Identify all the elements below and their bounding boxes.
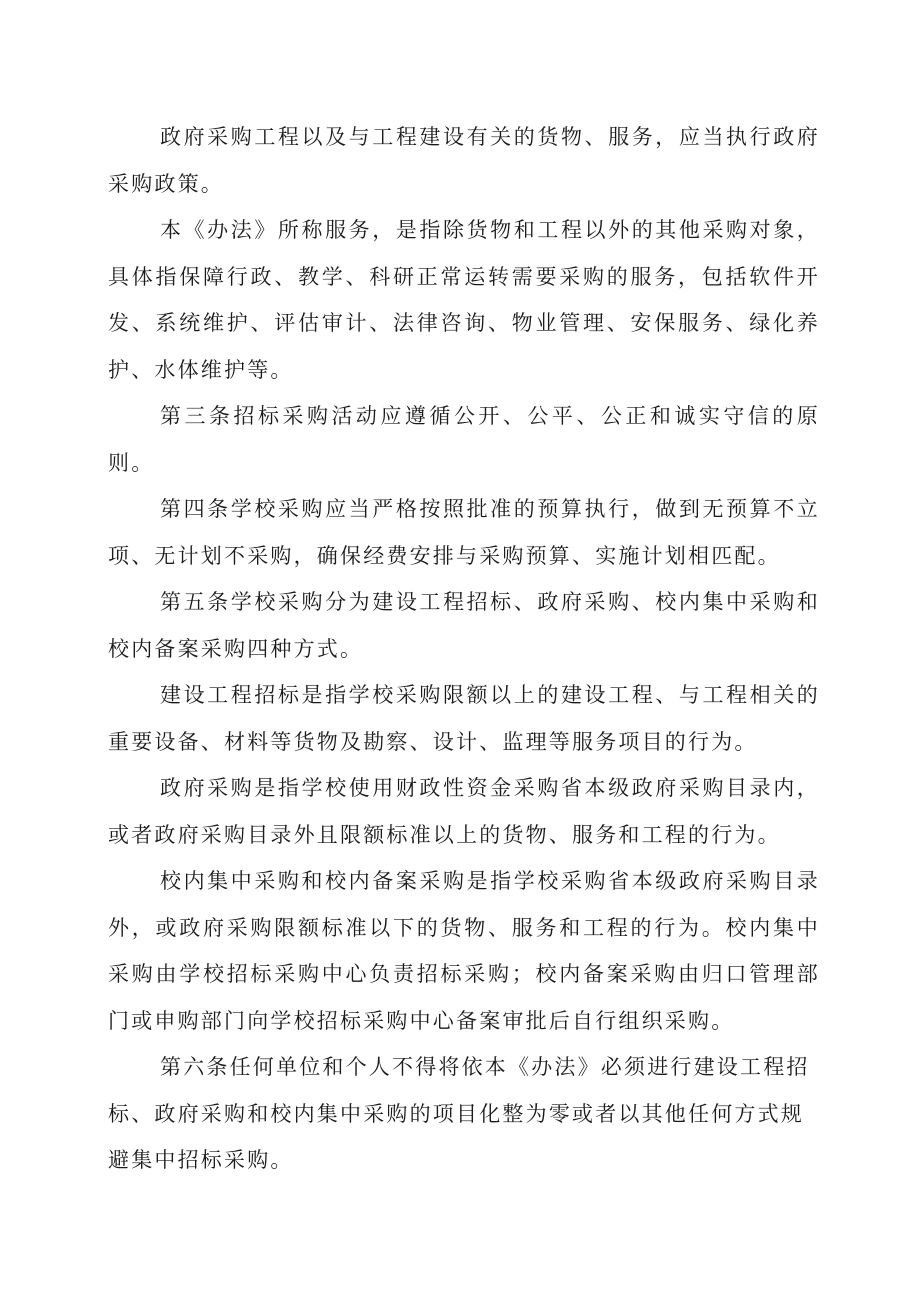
paragraph-8: 校内集中采购和校内备案采购是指学校采购省本级政府采购目录外，或政府采购限额标准以下的货物、服务和工程的行为。校内集中采购由学校招标采购中心负责招标采购；校内备案采购由归口管理部门或申购部门向学校招标采购中心备案审批后自行组织采购。 [108,869,820,1033]
paragraph-4: 第四条学校采购应当严格按照批准的预算执行，做到无预算不立项、无计划不采购，确保经费安排与采购预算、实施计划相匹配。 [108,497,820,568]
paragraph-1: 政府采购工程以及与工程建设有关的货物、服务，应当执行政府采购政策。 [108,125,820,196]
paragraph-5: 第五条学校采购分为建设工程招标、政府采购、校内集中采购和校内备案采购四种方式。 [108,590,820,661]
document-body [108,114,820,1184]
paragraph-6: 建设工程招标是指学校采购限额以上的建设工程、与工程相关的重要设备、材料等货物及勘察、设计、监理等服务项目的行为。 [108,683,820,754]
paragraph-2: 本《办法》所称服务，是指除货物和工程以外的其他采购对象，具体指保障行政、教学、科研正常运转需要采购的服务，包括软件开发、系统维护、评估审计、法律咨询、物业管理、安保服务、绿化养护、水体维护等。 [108,218,820,382]
paragraph-9: 第六条任何单位和个人不得将依本《办法》必须进行建设工程招标、政府采购和校内集中采购的项目化整为零或者以其他任何方式规避集中招标采购。 [108,1055,810,1172]
paragraph-3: 第三条招标采购活动应遵循公开、公平、公正和诚实守信的原则。 [108,404,820,475]
paragraph-7: 政府采购是指学校使用财政性资金采购省本级政府采购目录内，或者政府采购目录外且限额标准以上的货物、服务和工程的行为。 [108,776,820,847]
